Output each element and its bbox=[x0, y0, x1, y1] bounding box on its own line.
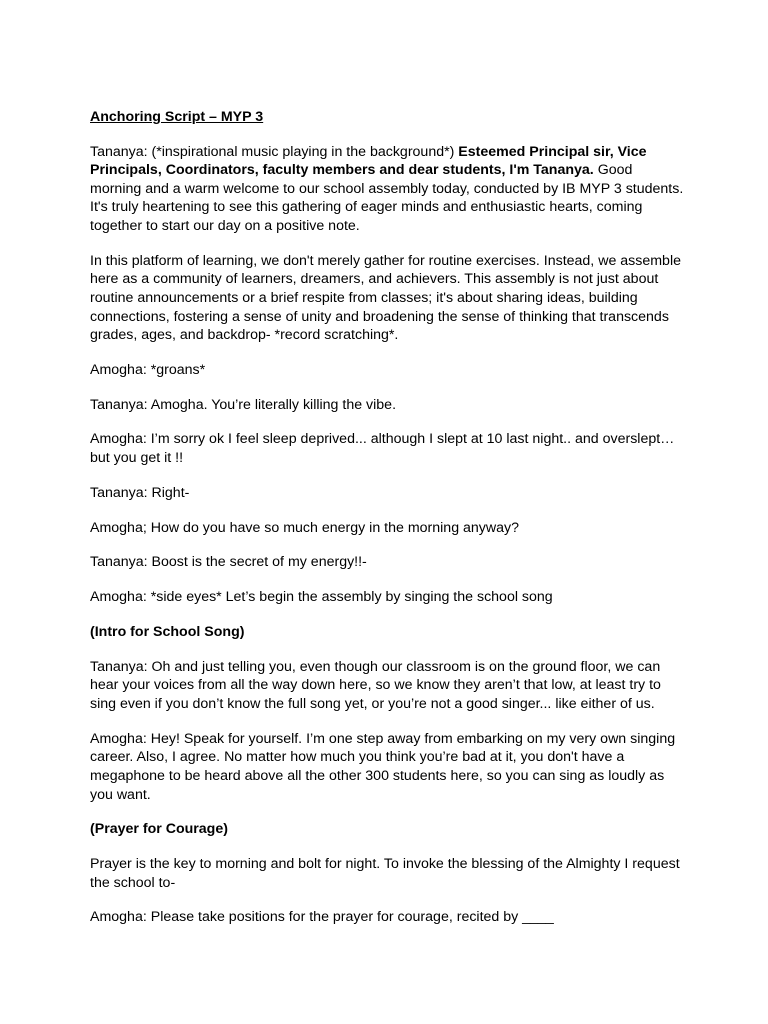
paragraph-amogha-sleep: Amogha: I’m sorry ok I feel sleep deprived... although I slept at 10 last night.. and overslept… but you get it !! bbox=[90, 431, 675, 467]
document-title: Anchoring Script – MYP 3 bbox=[90, 109, 264, 125]
paragraph-amogha-energy: Amogha; How do you have so much energy in the morning anyway? bbox=[90, 519, 520, 536]
paragraph-tananya-right: Tananya: Right- bbox=[90, 484, 190, 501]
paragraph-platform-of-learning: In this platform of learning, we don't merely gather for routine exercises. Instead, we assemble here as a community of learners, dreamers, and achievers. This assembly is not just about routine announcements or a brief respite from classes; it's about sharing ideas, building connections, fostering a sense of unity and broadening the sense of thinking that transcends grades, ages, and backdrop- *record scratching*. bbox=[90, 252, 681, 344]
paragraph-tananya-vibe: Tananya: Amogha. You’re literally killing the vibe. bbox=[90, 396, 397, 413]
heading-prayer-for-courage: (Prayer for Courage) bbox=[90, 821, 228, 838]
document-page bbox=[90, 108, 686, 943]
paragraph-tananya-boost: Tananya: Boost is the secret of my energy!!- bbox=[90, 554, 367, 571]
paragraph-amogha-speak: Amogha: Hey! Speak for yourself. I’m one step away from embarking on my very own singing career. Also, I agree. No matter how much you think you’re bad at it, you don't have a megaphone to be heard above all the other 300 students here, so you can sing as loudly as you want. bbox=[90, 730, 676, 803]
paragraph-bold-greeting: Esteemed Principal sir, Vice Principals, Coordinators, faculty members and dear students, I'm Tananya. bbox=[90, 143, 647, 179]
paragraph-tananya-welcome bbox=[90, 143, 686, 236]
paragraph-tananya-sing: Tananya: Oh and just telling you, even though our classroom is on the ground floor, we can hear your voices from all the way down here, so we know they aren’t that low, at least try to sing even if you don’t know the full song yet, or you’re not a good singer... like either of us. bbox=[90, 658, 661, 712]
heading-intro-school-song: (Intro for School Song) bbox=[90, 623, 245, 640]
paragraph-amogha-school-song: Amogha: *side eyes* Let’s begin the assembly by singing the school song bbox=[90, 589, 553, 606]
paragraph-lead: Tananya: (*inspirational music playing in the background*) bbox=[90, 143, 459, 160]
paragraph-rest: Good morning and a warm welcome to our school assembly today, conducted by IB MYP 3 students. It's truly heartening to see this gathering of eager minds and enthusiastic hearts, coming together to start our day on a positive note. bbox=[90, 162, 684, 234]
paragraph-amogha-groans: Amogha: *groans* bbox=[90, 361, 206, 378]
paragraph-prayer-key: Prayer is the key to morning and bolt for night. To invoke the blessing of the Almighty I request the school to- bbox=[90, 856, 680, 891]
paragraph-amogha-positions: Amogha: Please take positions for the prayer for courage, recited by ____ bbox=[90, 909, 554, 926]
